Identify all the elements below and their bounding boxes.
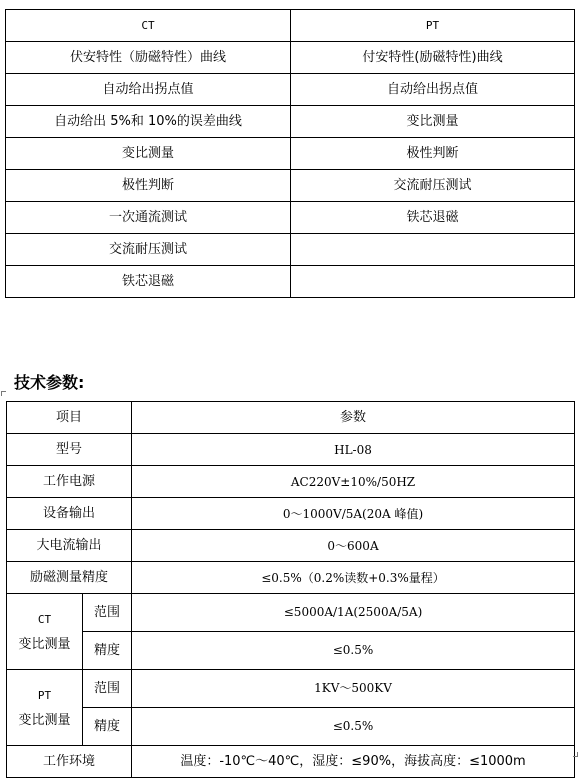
pt-function-cell: 交流耐压测试 (291, 170, 575, 202)
pt-range-value: 1KV～500KV (132, 670, 575, 708)
table-row (7, 466, 575, 498)
pt-function-cell: 极性判断 (291, 138, 575, 170)
ct-function-cell: 极性判断 (6, 170, 291, 202)
model-value: HL-08 (132, 434, 575, 466)
table-row (7, 594, 575, 632)
table-end-mark (573, 752, 578, 757)
ct-column-header: CT (6, 10, 291, 42)
table-row (7, 746, 575, 778)
pt-function-cell (291, 234, 575, 266)
pt-range-label: 范围 (83, 670, 132, 708)
output-label: 设备输出 (7, 498, 132, 530)
table-row (7, 434, 575, 466)
excitation-value: ≤0.5%（0.2%读数+0.3%量程） (132, 562, 575, 594)
ct-function-cell: 自动给出 5%和 10%的误差曲线 (6, 106, 291, 138)
ct-function-cell: 变比测量 (6, 138, 291, 170)
excitation-label: 励磁测量精度 (7, 562, 132, 594)
pt-accuracy-value: ≤0.5% (132, 707, 575, 746)
item-header: 项目 (7, 402, 132, 434)
ct-function-cell: 伏安特性（励磁特性）曲线 (6, 42, 291, 74)
table-row (6, 266, 575, 298)
ct-range-label: 范围 (83, 594, 132, 632)
table-row (6, 138, 575, 170)
environment-value: 温度：-10℃～40℃，湿度：≤90%，海拔高度：≤1000m (132, 746, 575, 778)
function-header-row (6, 10, 575, 42)
pt-ratio-label-bottom: 变比测量 (7, 707, 83, 746)
table-row (6, 234, 575, 266)
table-row (7, 498, 575, 530)
ct-function-cell: 铁芯退磁 (6, 266, 291, 298)
pt-ratio-label-top: PT (7, 670, 83, 708)
params-header-row (7, 402, 575, 434)
table-row (7, 670, 575, 708)
table-row (7, 707, 575, 746)
ct-range-value: ≤5000A/1A(2500A/5A) (132, 594, 575, 632)
ct-accuracy-label: 精度 (83, 631, 132, 670)
model-label: 型号 (7, 434, 132, 466)
ct-accuracy-value: ≤0.5% (132, 631, 575, 670)
pt-accuracy-label: 精度 (83, 707, 132, 746)
power-value: AC220V±10%/50HZ (132, 466, 575, 498)
table-row (7, 530, 575, 562)
table-anchor-mark (1, 391, 6, 396)
ct-function-cell: 交流耐压测试 (6, 234, 291, 266)
pt-column-header: PT (291, 10, 575, 42)
function-table (5, 9, 575, 298)
environment-label: 工作环境 (7, 746, 132, 778)
table-row (7, 631, 575, 670)
pt-function-cell (291, 266, 575, 298)
table-row (6, 74, 575, 106)
tech-params-title: 技术参数: (14, 373, 85, 392)
table-row (6, 170, 575, 202)
ct-ratio-label-top: CT (7, 594, 83, 632)
pt-function-cell: 自动给出拐点值 (291, 74, 575, 106)
ct-function-cell: 自动给出拐点值 (6, 74, 291, 106)
output-value: 0～1000V/5A(20A 峰值) (132, 498, 575, 530)
current-label: 大电流输出 (7, 530, 132, 562)
table-row (6, 106, 575, 138)
table-row (6, 202, 575, 234)
table-row (6, 42, 575, 74)
pt-function-cell: 变比测量 (291, 106, 575, 138)
current-value: 0～600A (132, 530, 575, 562)
power-label: 工作电源 (7, 466, 132, 498)
pt-function-cell: 铁芯退磁 (291, 202, 575, 234)
tech-params-table (6, 401, 575, 778)
table-row (7, 562, 575, 594)
pt-function-cell: 付安特性(励磁特性)曲线 (291, 42, 575, 74)
ct-function-cell: 一次通流测试 (6, 202, 291, 234)
param-header: 参数 (132, 402, 575, 434)
ct-ratio-label-bottom: 变比测量 (7, 631, 83, 670)
